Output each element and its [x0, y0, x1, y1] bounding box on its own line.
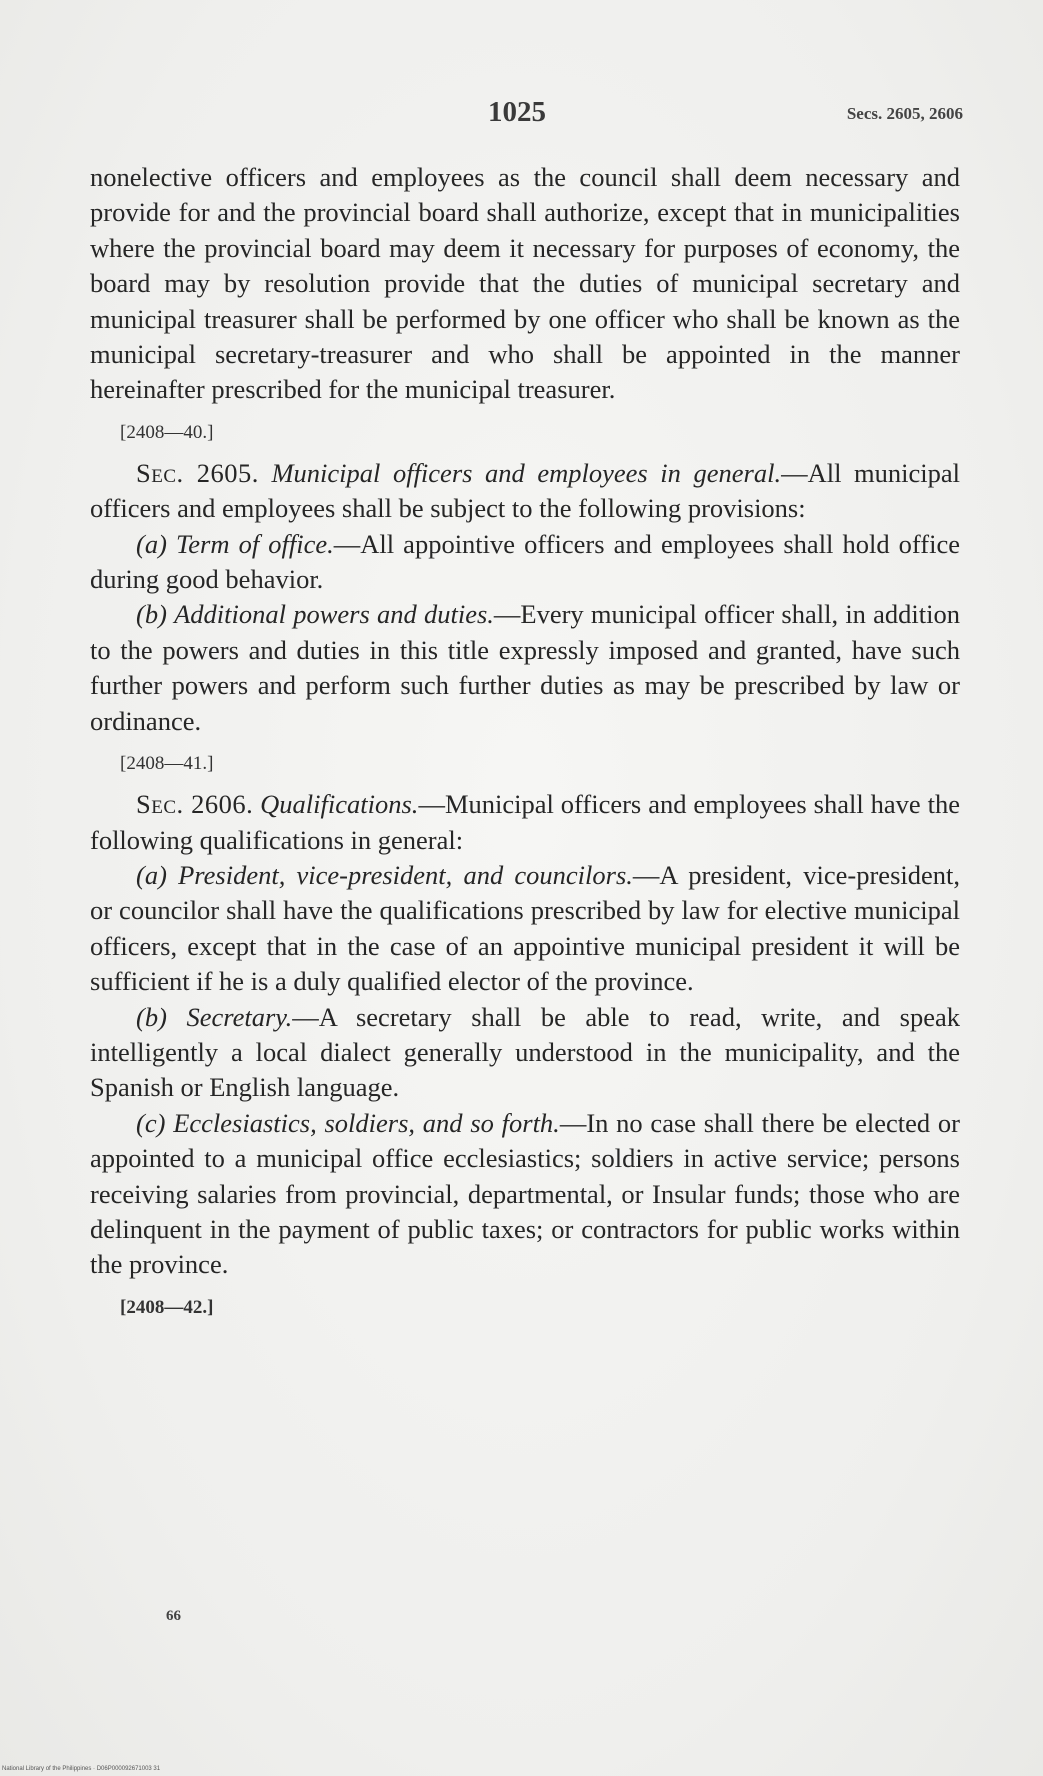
subsection-title: Secretary.: [186, 1001, 293, 1032]
subsection-label: (a): [136, 528, 167, 559]
signature-mark: 66: [166, 1608, 181, 1624]
section-label: Sec. 2606.: [136, 789, 254, 820]
subsection-b-powers: [90, 597, 960, 739]
subsection-text: —A secretary shall be able to read, write, and speak intelligently a local dialect generally understood in the municipality, and the Spanish or English language.: [90, 1001, 960, 1103]
subsection-text: —Every municipal officer shall, in addition to the powers and duties in this title expressly imposed and granted, have such further powers and perform such further duties as may be prescribed by law or ordinance.: [90, 599, 960, 736]
subsection-text: —In no case shall there be elected or appointed to a municipal office ecclesiastics; soldiers in active service; persons receiving salaries from provincial, departmental, or Insular funds; those who are delinquent in the payment of public taxes; or contractors for public works within the province.: [90, 1107, 961, 1280]
subsection-title: Term of office.: [175, 528, 334, 559]
citation: [2408—42.]: [120, 1296, 214, 1318]
section-title: Qualifications.: [260, 789, 419, 820]
subsection-a-president: [90, 858, 960, 1000]
section-reference: Secs. 2605, 2606: [846, 104, 963, 123]
continued-paragraph: nonelective officers and employees as the council shall deem necessary and provide for and the provincial board shall authorize, except that in municipalities where the provincial board may deem it necessary for purposes of economy, the board may by resolution provide that the duties of municipal secretary and municipal treasurer shall be performed by one officer who shall be known as the municipal secretary-treasurer and who shall be appointed in the manner hereinafter prescribed for the municipal treasurer.: [90, 162, 960, 405]
section-title: Municipal officers and employees in general.: [271, 457, 782, 488]
document-body: [90, 160, 960, 1331]
subsection-label: (b): [136, 1001, 167, 1032]
section-text: —All municipal officers and employees shall be subject to the following provisions:: [90, 457, 960, 524]
subsection-label: (a): [136, 859, 167, 890]
subsection-text: —A president, vice-president, or councilor shall have the qualifications prescribed by law for elective municipal officers, except that in the case of an appointive municipal president it will be sufficient if he is a duly qualified elector of the province.: [90, 859, 960, 997]
section-2605: [90, 456, 960, 527]
section-2606: [90, 787, 960, 858]
subsection-title: President, vice-president, and councilors.: [178, 859, 633, 890]
section-label: Sec. 2605.: [136, 457, 259, 488]
subsection-title: Additional powers and duties.: [174, 599, 494, 630]
citation: [2408—40.]: [120, 421, 214, 443]
subsection-label: (c): [136, 1107, 166, 1138]
subsection-label: (b): [136, 599, 167, 630]
subsection-a-term: [90, 527, 960, 598]
citation: [2408—41.]: [120, 753, 214, 775]
subsection-b-secretary: [90, 1000, 960, 1106]
subsection-text: —All appointive officers and employees shall hold office during good behavior.: [90, 528, 960, 595]
section-text: —Municipal officers and employees shall have the following qualifications in general:: [90, 789, 961, 855]
page-header: [0, 96, 1043, 136]
page-number: 1025: [488, 96, 546, 128]
subsection-c-ecclesiastics: [90, 1106, 960, 1283]
archive-footer: National Library of the Philippines · D06P000092671003 31: [2, 1766, 161, 1772]
subsection-title: Ecclesiastics, soldiers, and so forth.: [173, 1107, 560, 1138]
